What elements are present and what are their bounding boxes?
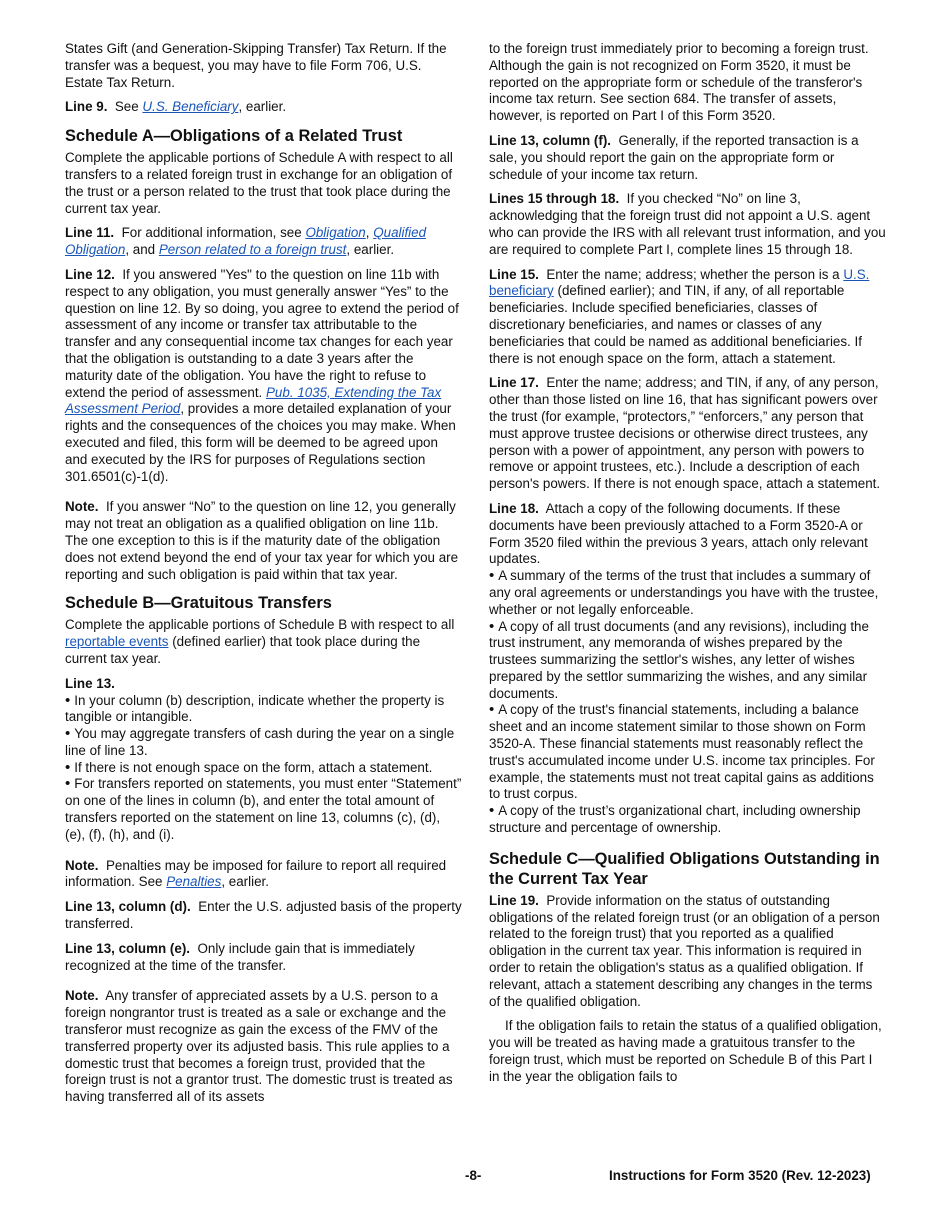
penalties-note-text: Penalties may be imposed for failure to report all required information. See — [65, 857, 447, 890]
line12-text: If you answered "Yes" to the question on line 11b with respect to any obligation, you must generally answer “Yes” to the question on line 12. By so doing, you agree to extend the period of assessment of any income or transfer tax attributable to the transfer and any consequential income tax changes for each year that the obligation is outstanding to a date 3 years after the maturity date of the obligation. You have the right to refuse to extend the period of assessment. — [65, 266, 459, 400]
list-item — [65, 760, 462, 777]
line12-label: Line 12. — [65, 266, 115, 282]
bullet-icon: • — [65, 758, 71, 776]
qualified-obligation-link[interactable]: Qualified Obligation — [65, 225, 427, 258]
line19-paragraph — [489, 893, 886, 1011]
bullet-text: In your column (b) description, indicate whether the property is tangible or intangible. — [65, 692, 445, 725]
schedule-b-heading: Schedule B—Gratuitous Transfers — [65, 594, 332, 613]
line15-text: Enter the name; address; whether the person is a — [546, 266, 844, 282]
line11-text: For additional information, see — [121, 225, 306, 241]
left-column — [65, 41, 462, 1114]
bullet-icon: • — [65, 775, 71, 793]
appreciated-assets-note — [65, 988, 462, 1106]
line11-sep1: , — [365, 225, 374, 241]
line18-text: Attach a copy of the following documents. If these documents have been previously attached to a Form 3520-A or Form 3520 filed within the previous 3 years, attach only relevant updates. — [489, 500, 868, 567]
penalties-note-post: , earlier. — [221, 874, 269, 890]
line11-label: Line 11. — [65, 225, 115, 241]
reportable-events-link[interactable]: reportable events — [65, 634, 169, 650]
line13d-label: Line 13, column (d). — [65, 899, 191, 915]
right-column — [489, 41, 886, 1086]
bullet-text: You may aggregate transfers of cash during the year on a single line of line 13. — [65, 726, 455, 758]
line9-text: See — [114, 99, 143, 115]
person-related-link[interactable]: Person related to a foreign trust — [158, 242, 347, 258]
line18-label: Line 18. — [489, 500, 539, 516]
line13e-paragraph — [65, 941, 462, 975]
schedule-b-intro — [65, 617, 462, 667]
failure-paragraph: If the obligation fails to retain the status of a qualified obligation, you will be treated as having made a gratuitous transfer to the foreign trust, which must be reported on Schedule B of this Part I in the year the obligation fails to — [489, 1018, 882, 1084]
pub-1035-link[interactable]: Pub. 1035, Extending the Tax Assessment Period — [65, 384, 442, 417]
obligation-link[interactable]: Obligation — [305, 225, 366, 241]
bullet-text: A copy of all trust documents (and any revisions), including the trust instrument, any memoranda of wishes prepared by the trustees summarizing the settlor's wishes, any letter of wishes prepared by the settlor summarizing the wishes, and any similar documents. — [489, 618, 869, 701]
penalties-note — [65, 858, 462, 892]
note-text: Any transfer of appreciated assets by a U.S. person to a foreign nongrantor trust is treated as a sale or exchange and the transferor must recognize as gain the excess of the FMV of the transferred property over its adjusted basis. This rule applies to a domestic trust that becomes a foreign trust, provided that the foreign trust is not a grantor trust. The domestic trust is treated as having transferred all of its assets — [65, 988, 453, 1105]
bullet-icon: • — [489, 802, 495, 820]
lines15-18-text: If you checked “No” on line 3, acknowledging that the foreign trust did not appoint a U.S. agent who can provide the IRS with all relevant trust information, and you are required to complete Part I, complete lines 15 through 18. — [489, 191, 886, 257]
line18-paragraph — [489, 501, 886, 568]
line15-post: (defined earlier); and TIN, if any, of all reportable beneficiaries. Include specified beneficiaries, classes of discretionary beneficiaries, and names or classes of any beneficiaries that could be named as additional beneficiaries. If there is not enough space on the form, attach a statement. — [489, 283, 862, 366]
line15-label: Line 15. — [489, 266, 539, 282]
line9-paragraph — [65, 99, 462, 116]
bullet-text: For transfers reported on statements, you must enter “Statement” on one of the lines in column (b), and enter the total amount of transfers reported on the statement on line 13, columns (c), (d), (e), (f), (h), and (i). — [65, 776, 462, 842]
line13e-text: Only include gain that is immediately recognized at the time of the transfer. — [65, 940, 415, 973]
note-label: Note. — [65, 499, 99, 515]
line17-paragraph — [489, 375, 886, 493]
lines15-18-paragraph — [489, 191, 886, 258]
footer-title: Instructions for Form 3520 (Rev. 12-2023) — [609, 1168, 871, 1183]
line19-label: Line 19. — [489, 892, 539, 908]
bullet-icon: • — [489, 617, 495, 635]
note-text: If you answer “No” to the question on line 12, you generally may not treat an obligation as a qualified obligation on line 11b. The one exception to this is if the maturity date of the obligation does not extend beyond the end of your tax year for which you are reporting and such obligation is paid within that tax year. — [65, 499, 459, 582]
us-beneficiary-link[interactable]: U.S. Beneficiary — [142, 99, 239, 115]
bullet-icon: • — [65, 725, 71, 743]
line17-text: Enter the name; address; and TIN, if any, of any person, other than those listed on line 16, that has significant powers over the trust (for example, “protectors,” “enforcers,” any person that must approve trustee decisions or otherwise direct trustees, any person with a power of appointment, any person with powers to remove or appoint trustees, etc.). Include a description of each person's powers. If there is not enough space, attach a statement. — [489, 375, 881, 492]
bullet-text: A copy of the trust's financial statements, including a balance sheet and an income statement similar to those shown on Form 3520-A. These financial statements must reasonably reflect the trust's accumulated income under U.S. income tax principles. For example, the statements must not treat capital gains as additions to trust corpus. — [489, 702, 875, 802]
note-label: Note. — [65, 988, 99, 1004]
bullet-icon: • — [65, 691, 71, 709]
line13e-label: Line 13, column (e). — [65, 940, 191, 956]
line12-paragraph — [65, 267, 462, 485]
bullet-icon: • — [489, 567, 495, 585]
us-beneficiary-link[interactable]: U.S. beneficiary — [489, 266, 870, 299]
line17-label: Line 17. — [489, 375, 539, 391]
line12-note — [65, 499, 462, 583]
line13d-paragraph — [65, 899, 462, 933]
lines15-18-label: Lines 15 through 18. — [489, 191, 620, 207]
schedule-b-intro-pre: Complete the applicable portions of Schedule B with respect to all — [65, 617, 455, 633]
line13-label: Line 13. — [65, 675, 115, 691]
bullet-icon: • — [489, 701, 495, 719]
schedule-a-heading: Schedule A—Obligations of a Related Trust — [65, 127, 403, 146]
continuation-paragraph: to the foreign trust immediately prior to becoming a foreign trust. Although the gain is not recognized on Form 3520, it must be reported on the appropriate form or schedule of the transferor's income tax return. See section 684. The transfer of assets, however, is reported on Part I of this Form 3520. — [489, 41, 869, 124]
intro-paragraph: States Gift (and Generation-Skipping Transfer) Tax Return. If the transfer was a bequest, you may have to file Form 706, U.S. Estate Tax Return. — [65, 41, 447, 90]
list-item — [489, 702, 886, 803]
list-item — [65, 776, 462, 843]
line13f-text: Generally, if the reported transaction is a sale, you should report the gain on the appropriate form or schedule of your income tax return. — [489, 132, 859, 182]
line13d-text: Enter the U.S. adjusted basis of the property transferred. — [65, 899, 462, 932]
line12-post: , provides a more detailed explanation of your rights and the consequences of the choices you may make. When executed and filed, this form will be deemed to be agreed upon and executed by the IRS for purposes of Regulations section 301.6501(c)-1(d). — [65, 401, 456, 484]
list-item — [65, 726, 462, 760]
bullet-text: A summary of the terms of the trust that includes a summary of any oral agreements or understandings you have with the trustee, whether or not legally enforceable. — [489, 568, 879, 617]
line13f-paragraph — [489, 133, 886, 183]
line11-paragraph — [65, 225, 462, 259]
list-item — [65, 693, 462, 727]
list-item — [489, 619, 886, 703]
line9-post: , earlier. — [238, 99, 287, 115]
schedule-c-heading: Schedule C—Qualified Obligations Outstanding in the Current Tax Year — [489, 849, 880, 888]
schedule-a-intro: Complete the applicable portions of Schedule A with respect to all transfers to a related foreign trust in exchange for an obligation of the trust or a person related to the trust that took place during the current tax year. — [65, 150, 453, 216]
penalties-link[interactable]: Penalties — [166, 874, 222, 890]
line19-text: Provide information on the status of outstanding obligations of the related foreign trust (or an obligation of a person related to the foreign trust) that you reported as a qualified obligation in the current tax year. This information is required in order to retain the obligation's status as a qualified obligation. If relevant, attach a statement describing any changes in the terms of the qualified obligation. — [489, 892, 880, 1009]
note-label: Note. — [65, 857, 99, 873]
bullet-text: A copy of the trust’s organizational chart, including ownership structure and percentage of ownership. — [489, 803, 861, 836]
line9-label: Line 9. — [65, 99, 108, 115]
line13f-label: Line 13, column (f). — [489, 132, 612, 148]
line11-sep2: , and — [125, 242, 159, 258]
line11-post: , earlier. — [346, 242, 395, 258]
line15-paragraph — [489, 267, 886, 368]
page-number: -8- — [465, 1168, 482, 1183]
list-item — [489, 568, 886, 618]
schedule-b-intro-post: (defined earlier) that took place during the current tax year. — [65, 634, 421, 666]
list-item — [489, 803, 886, 837]
bullet-text: If there is not enough space on the form, attach a statement. — [74, 759, 433, 775]
